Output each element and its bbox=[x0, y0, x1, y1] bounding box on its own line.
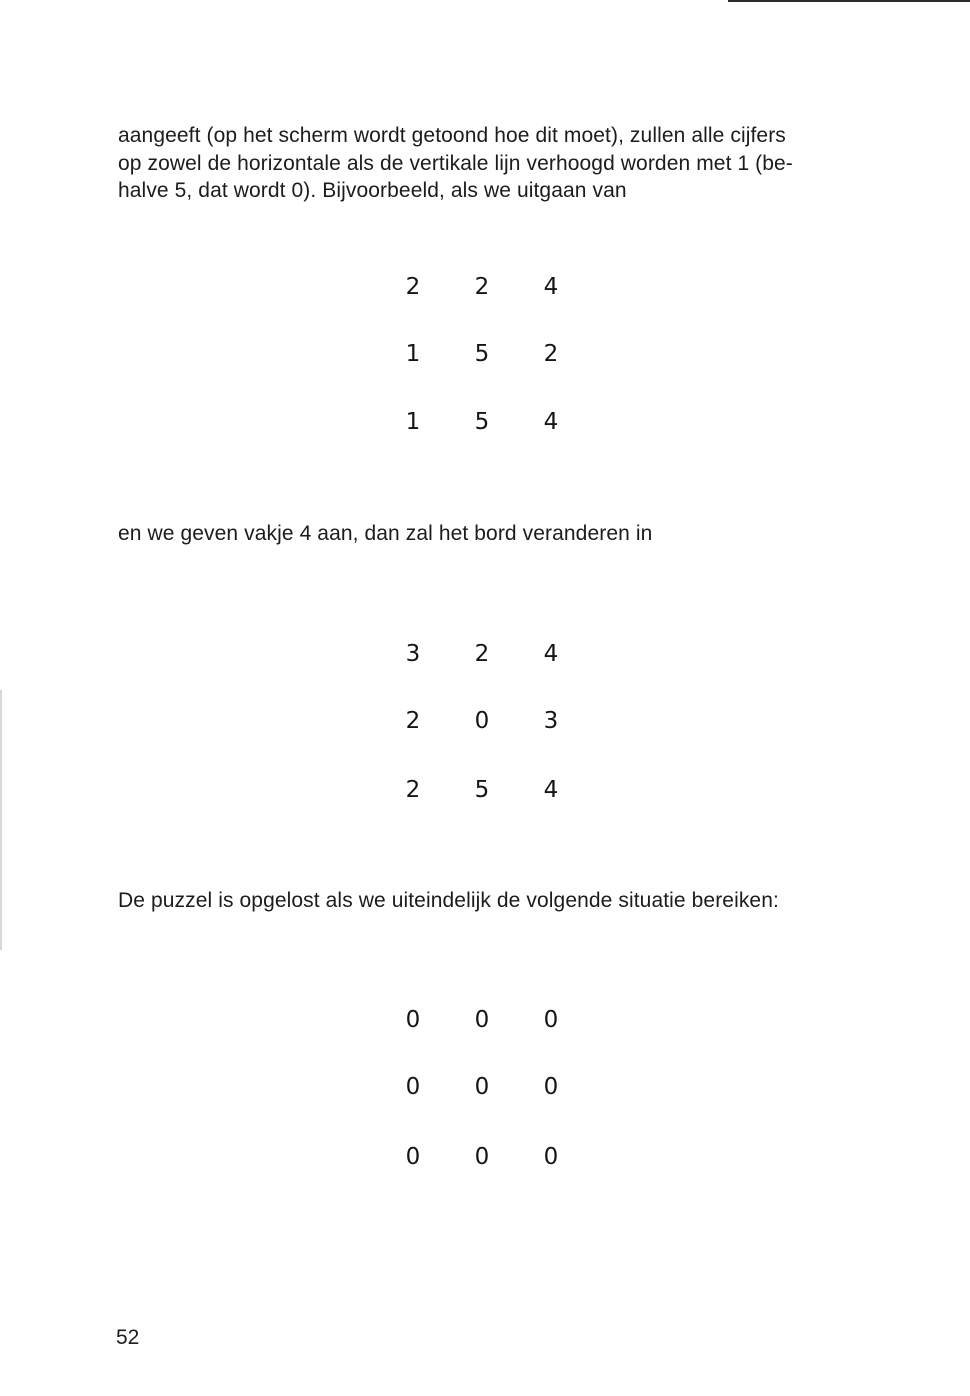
grid-row bbox=[0, 1005, 970, 1035]
page-number: 52 bbox=[116, 1326, 140, 1349]
grid-row bbox=[0, 706, 970, 736]
grid-cell: 5 bbox=[474, 409, 490, 435]
grid-row bbox=[0, 339, 970, 369]
grid-cell: 0 bbox=[543, 1144, 559, 1170]
grid-cell: 0 bbox=[405, 1007, 421, 1033]
grid-row bbox=[0, 272, 970, 302]
intro-line: op zowel de horizontale als de vertikale lijn verhoogd worden met 1 (be- bbox=[118, 151, 793, 175]
grid-cell: 3 bbox=[543, 708, 559, 734]
grid-cell: 4 bbox=[543, 274, 559, 300]
grid-cell: 5 bbox=[474, 777, 490, 803]
grid-cell: 4 bbox=[543, 777, 559, 803]
grid-row bbox=[0, 1072, 970, 1102]
grid-cell: 4 bbox=[543, 641, 559, 667]
intro-line: halve 5, dat wordt 0). Bijvoorbeeld, als we uitgaan van bbox=[118, 179, 627, 202]
grid-cell: 2 bbox=[474, 641, 490, 667]
grid-cell: 0 bbox=[405, 1074, 421, 1100]
grid-row bbox=[0, 1142, 970, 1172]
grid-cell: 5 bbox=[474, 341, 490, 367]
grid-cell: 2 bbox=[405, 708, 421, 734]
grid-cell: 0 bbox=[405, 1144, 421, 1170]
grid-cell: 0 bbox=[474, 1007, 490, 1033]
grid-cell: 4 bbox=[543, 409, 559, 435]
grid-cell: 1 bbox=[405, 409, 421, 435]
grid-cell: 2 bbox=[405, 777, 421, 803]
grid-cell: 2 bbox=[405, 274, 421, 300]
grid-cell: 0 bbox=[474, 708, 490, 734]
top-rule bbox=[728, 0, 970, 2]
grid-cell: 1 bbox=[405, 341, 421, 367]
grid-row bbox=[0, 639, 970, 669]
middle-paragraph: en we geven vakje 4 aan, dan zal het bord veranderen in bbox=[118, 522, 653, 545]
grid-cell: 0 bbox=[474, 1144, 490, 1170]
grid-cell: 2 bbox=[543, 341, 559, 367]
grid-row bbox=[0, 775, 970, 805]
intro-paragraph bbox=[118, 122, 858, 205]
final-paragraph: De puzzel is opgelost als we uiteindelijk de volgende situatie bereiken: bbox=[118, 889, 779, 912]
intro-line: aangeeft (op het scherm wordt getoond hoe dit moet), zullen alle cijfers bbox=[118, 124, 786, 147]
grid-cell: 2 bbox=[474, 274, 490, 300]
grid-row bbox=[0, 407, 970, 437]
grid-cell: 3 bbox=[405, 641, 421, 667]
grid-cell: 0 bbox=[474, 1074, 490, 1100]
grid-cell: 0 bbox=[543, 1007, 559, 1033]
grid-cell: 0 bbox=[543, 1074, 559, 1100]
